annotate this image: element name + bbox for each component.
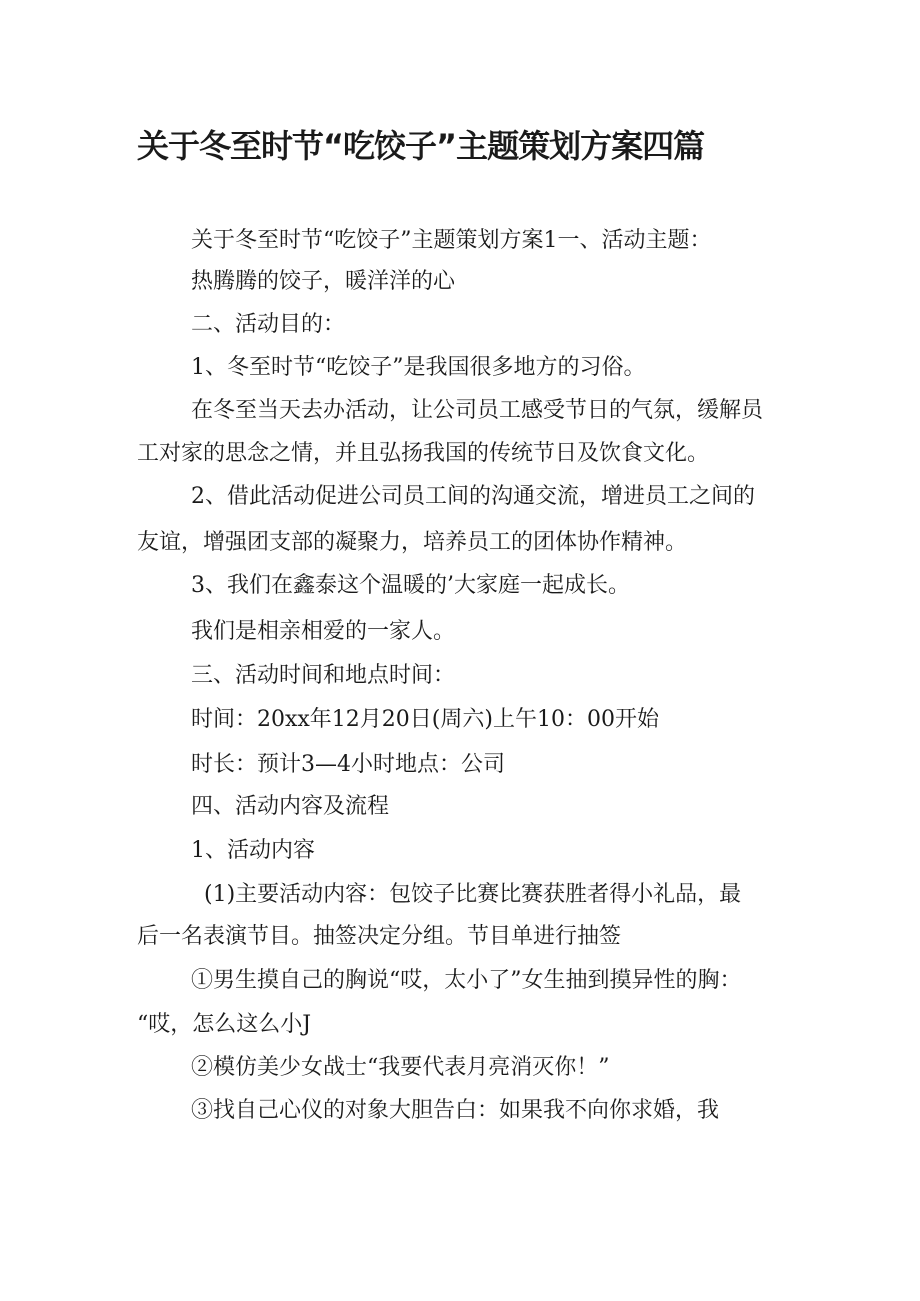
paragraph-line: ②模仿美少女战士“我要代表月亮消灭你！” bbox=[191, 1055, 610, 1080]
paragraph-line: ③找自己心仪的对象大胆告白：如果我不向你求婚，我 bbox=[191, 1098, 720, 1123]
paragraph-line: (1)主要活动内容：包饺子比赛比赛获胜者得小礼品，最 bbox=[204, 882, 742, 907]
paragraph-line: 关于冬至时节“吃饺子”主题策划方案1一、活动主题： bbox=[191, 228, 712, 253]
paragraph-line: 工对家的思念之情，并且弘扬我国的传统节日及饮食文化。 bbox=[137, 441, 710, 466]
paragraph-line: 1、活动内容 bbox=[191, 838, 315, 863]
paragraph-line: 四、活动内容及流程 bbox=[191, 794, 390, 819]
paragraph-line: 三、活动时间和地点时间： bbox=[191, 663, 456, 688]
paragraph-line: 时长：预计3—4小时地点：公司 bbox=[191, 752, 505, 777]
paragraph-line: 1、冬至时节“吃饺子”是我国很多地方的习俗。 bbox=[191, 355, 646, 380]
paragraph-line: 时间：20xx年12月20日(周六)上午10：00开始 bbox=[191, 707, 659, 732]
paragraph-line: 在冬至当天去办活动，让公司员工感受节日的气氛，缓解员 bbox=[191, 398, 764, 423]
paragraph-line: 2、借此活动促进公司员工间的沟通交流，增进员工之间的 bbox=[191, 484, 755, 509]
paragraph-line: 3、我们在鑫泰这个温暖的’大家庭一起成长。 bbox=[191, 573, 630, 598]
paragraph-line: 二、活动目的： bbox=[191, 312, 346, 337]
paragraph-line: ①男生摸自己的胸说“哎，太小了”女生抽到摸异性的胸： bbox=[191, 968, 742, 993]
paragraph-line: 我们是相亲相爱的一家人。 bbox=[191, 619, 456, 644]
document-title: 关于冬至时节“吃饺子”主题策划方案四篇 bbox=[137, 127, 705, 165]
paragraph-line: “哎，怎么这么小J bbox=[137, 1012, 312, 1037]
paragraph-line: 后一名表演节目。抽签决定分组。节目单进行抽签 bbox=[137, 924, 622, 949]
paragraph-line: 友谊，增强团支部的凝聚力，培养员工的团体协作精神。 bbox=[137, 530, 688, 555]
paragraph-line: 热腾腾的饺子，暖洋洋的心 bbox=[191, 269, 456, 294]
